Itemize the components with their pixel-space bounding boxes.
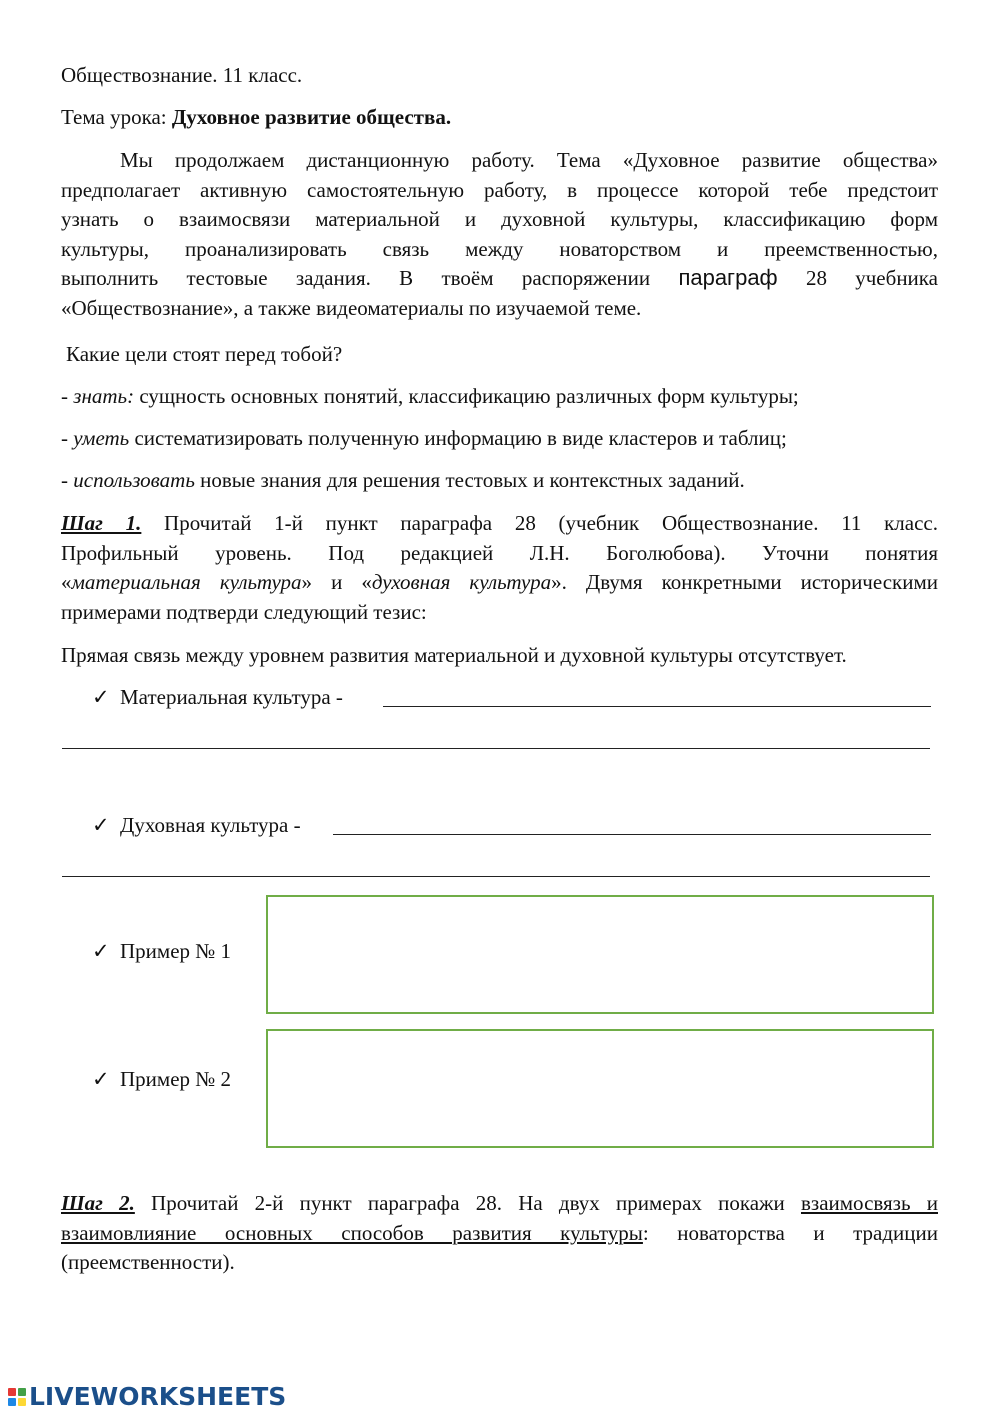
step2-underlined: взаимосвязь и — [800, 1191, 938, 1215]
topic-label: Тема урока: — [61, 105, 172, 129]
topic-line — [61, 105, 451, 129]
spiritual-culture-label: Духовная культура - — [120, 813, 301, 837]
intro-line: предполагает активную самостоятельную работу, в процессе которой тебе предстоит — [61, 177, 938, 202]
intro-text: 28 учебника — [777, 266, 938, 290]
goal-text: систематизировать полученную информацию в виде кластеров и таблиц; — [129, 426, 787, 450]
step2-line: (преемственности). — [61, 1250, 235, 1274]
step2-underlined: взаимовлияние основных способов развития культуры — [61, 1220, 643, 1245]
step2-label: Шаг 2. — [61, 1191, 135, 1215]
liveworksheets-logo — [8, 1382, 286, 1411]
step1-text: » и « — [301, 570, 372, 594]
logo-text: LIVEWORKSHEETS — [29, 1382, 287, 1411]
goal-dash: - — [61, 384, 74, 408]
term-spiritual: духовная культура — [371, 570, 552, 594]
example2-label: Пример № 2 — [120, 1067, 232, 1091]
intro-line: Мы продолжаем дистанционную работу. Тема «Духовное развитие общества» — [120, 148, 938, 172]
step1-line: Профильный уровень. Под редакцией Л.Н. Боголюбова). Уточни понятия — [61, 540, 938, 565]
goal-dash: - — [61, 426, 74, 450]
step1-label: Шаг 1. — [61, 511, 142, 535]
example2-answer-box[interactable] — [266, 1029, 934, 1148]
example1-label: Пример № 1 — [120, 939, 232, 963]
goals-question-text: Какие цели стоят перед тобой? — [66, 342, 343, 366]
intro-line: культуры, проанализировать связь между новаторством и преемственностью, — [61, 236, 938, 261]
intro-paragraph — [61, 148, 938, 325]
subject-line — [61, 63, 302, 87]
step1-line: примерами подтверди следующий тезис: — [61, 599, 427, 624]
thesis-text: Прямая связь между уровнем развития материальной и духовной культуры отсутствует. — [61, 643, 847, 667]
checkmark-icon: ✓ — [92, 1067, 110, 1091]
goal-item — [61, 468, 745, 492]
intro-text: выполнить тестовые задания. В твоём распоряжении — [61, 266, 679, 290]
example2-item — [92, 1067, 231, 1091]
example1-item — [92, 939, 231, 963]
goal-item — [61, 426, 787, 450]
step1-line — [61, 570, 938, 600]
material-culture-item — [92, 685, 343, 709]
logo-block — [8, 1398, 16, 1406]
checkmark-icon: ✓ — [92, 813, 110, 837]
checkmark-icon: ✓ — [92, 685, 110, 709]
checkmark-icon: ✓ — [92, 939, 110, 963]
step2-text: Прочитай 2-й пункт параграфа 28. На двух примерах покажи — [134, 1191, 801, 1215]
example1-answer-box[interactable] — [266, 895, 934, 1014]
logo-blocks-icon — [8, 1388, 26, 1406]
goal-item — [61, 384, 799, 408]
spiritual-culture-blank-line2[interactable] — [62, 876, 930, 877]
intro-line: «Обществознание», а также видеоматериалы по изучаемой теме. — [61, 295, 642, 320]
thesis — [61, 643, 847, 667]
goals-question — [66, 342, 342, 366]
material-culture-label: Материальная культура - — [120, 685, 343, 709]
step1-paragraph — [61, 511, 938, 629]
intro-line: узнать о взаимосвязи материальной и духовной культуры, классификацию форм — [61, 207, 938, 231]
logo-block — [8, 1388, 16, 1396]
paragraph-word: параграф — [678, 265, 778, 290]
step2-paragraph — [61, 1191, 938, 1280]
intro-line — [61, 266, 938, 296]
logo-block — [18, 1388, 26, 1396]
goal-keyword: знать: — [73, 384, 135, 408]
material-culture-blank-line2[interactable] — [62, 748, 930, 749]
step2-line — [61, 1191, 938, 1221]
step2-text: : новаторства и традиции — [642, 1220, 938, 1245]
quote: « — [61, 570, 72, 594]
goal-text: новые знания для решения тестовых и контекстных заданий. — [194, 468, 745, 492]
term-material: материальная культура — [71, 570, 302, 594]
goal-keyword: использовать — [73, 468, 195, 492]
logo-block — [18, 1398, 26, 1406]
goal-keyword: уметь — [73, 426, 130, 450]
topic-title: Духовное развитие общества. — [171, 105, 452, 129]
step1-text: ». Двумя конкретными историческими — [551, 570, 939, 594]
spiritual-culture-blank[interactable] — [333, 834, 931, 835]
goal-dash: - — [61, 468, 74, 492]
subject-text: Обществознание. 11 класс. — [61, 63, 303, 87]
goal-text: сущность основных понятий, классификацию различных форм культуры; — [134, 384, 799, 408]
spiritual-culture-item — [92, 813, 301, 837]
material-culture-blank[interactable] — [383, 706, 931, 707]
step2-line — [61, 1221, 938, 1251]
step1-line — [61, 511, 938, 541]
step1-text: Прочитай 1-й пункт параграфа 28 (учебник Обществознание. 11 класс. — [141, 511, 939, 535]
